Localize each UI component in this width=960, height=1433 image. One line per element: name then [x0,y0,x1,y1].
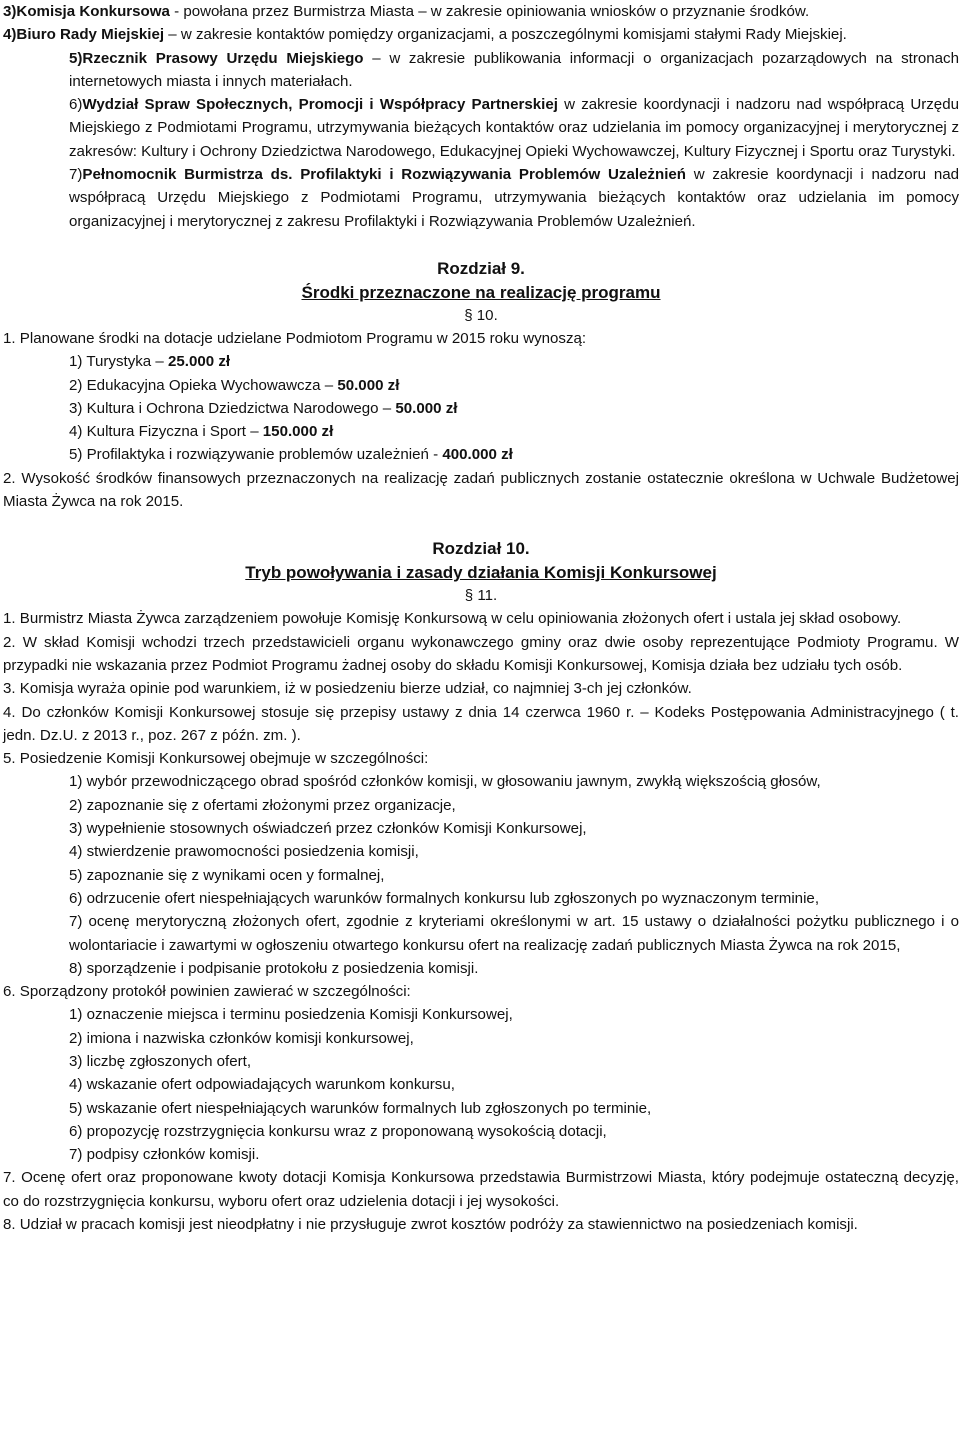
org-item-4 [3,23,959,46]
list-item: 7) podpisy członków komisji. [69,1146,260,1164]
list-item: 1) oznaczenie miejsca i terminu posiedzenia Komisji Konkursowej, [69,1006,513,1024]
chapter-10-item-4: 4. Do członków Komisji Konkursowej stosuje się przepisy ustawy z dnia 14 czerwca 1960 r. – Kodeks Postępowania Administracyjnego ( t. jedn. Dz.U. z 2013 r., poz. 267 z późn. zm. ). [3,703,959,744]
chapter-9-paragraph-sign: § 10. [464,306,498,324]
budget-item-amount: 400.000 zł [442,446,513,464]
list-item: 3) wypełnienie stosownych oświadczeń przez członków Komisji Konkursowej, [69,820,587,838]
list-item: 2) imiona i nazwiska członków komisji konkursowej, [69,1029,414,1047]
list-item: 5) zapoznanie się z wynikami ocen y formalnej, [69,866,385,884]
budget-item-label: 2) Edukacyjna Opieka Wychowawcza – [69,376,338,394]
chapter-10-item-2: 2. W skład Komisji wchodzi trzech przedstawicieli organu wykonawczego gminy oraz dwie osoby reprezentujące Podmioty Programu. W przypadki nie wskazania przez Podmiot Programu żadnej osoby do składu Komisji Konkursowej, Komisja działa bez udziału tych osób. [3,633,959,674]
budget-item [3,374,959,397]
protocol-list [3,1003,959,1166]
org-item-6-text: w zakresie koordynacji i nadzoru nad współpracą Urzędu Miejskiego z Podmiotami Programu, utrzymywania bieżących kontaktów oraz udzielania im pomocy organizacyjnej i merytorycznej z zakresów: Kultury i Ochrony Dziedzictwa Narodowego, Edukacyjnej Opieki Wychowawczej, Kultury Fizycznej i Sportu oraz Turystyki. [69,96,959,160]
chapter-9-title: Środki przeznaczone na realizację programu [301,282,661,302]
list-item: 8) sporządzenie i podpisanie protokołu z posiedzenia komisji. [69,959,479,977]
chapter-10-item-8: 8. Udział w pracach komisji jest nieodpłatny i nie przysługuje zwrot kosztów podróży za stawiennictwo na posiedzeniach komisji. [3,1216,858,1234]
budget-list [3,350,959,466]
chapter-10-heading: Rozdział 10. [432,539,530,559]
chapter-10-item-7: 7. Ocenę ofert oraz proponowane kwoty dotacji Komisja Konkursowa przedstawia Burmistrzowi Miasta, który podejmuje ostateczną decyzję, co do rozstrzygnięcia konkursu, wyboru ofert oraz udzielenia dotacji i jej wysokości. [3,1169,959,1210]
chapter-9-item-2: 2. Wysokość środków finansowych przeznaczonych na realizację zadań publicznych zostanie ostatecznie określona w Uchwale Budżetowej Miasta Żywca na rok 2015. [3,469,959,511]
chapter-9-heading: Rozdział 9. [437,258,525,278]
chapter-10-paragraph-sign: § 11. [464,587,498,605]
list-item: 7) ocenę merytoryczną złożonych ofert, zgodnie z kryteriami określonymi w art. 15 ustawy o działalności pożytku publicznego i o wolontariacie i zawartymi w ogłoszeniu otwartego konkursu ofert na realizację zadań publicznych Miasta Żywca na rok 2015, [69,913,959,954]
budget-item [3,350,959,373]
chapter-10-item-1: 1. Burmistrz Miasta Żywca zarządzeniem powołuje Komisję Konkursową w celu opiniowania złożonych ofert i ustala jej skład osobowy. [3,610,902,628]
budget-item-label: 3) Kultura i Ochrona Dziedzictwa Narodowego – [69,399,396,417]
budget-item-amount: 25.000 zł [167,353,231,371]
list-item: 6) odrzucenie ofert niespełniających warunków formalnych konkursu lub zgłoszonych po wyznaczonym terminie, [69,889,820,907]
budget-item-amount: 50.000 zł [395,399,458,417]
org-item-3-label: 3)Komisja Konkursowa [3,3,170,20]
list-item: 3) liczbę zgłoszonych ofert, [69,1052,252,1070]
budget-item [3,397,959,420]
budget-item-label: 1) Turystyka – [69,353,168,371]
org-item-5-text: – w zakresie publikowania informacji o organizacjach pozarządowych na stronach internetowych miasta i innych materiałach. [69,49,959,90]
budget-item-label: 4) Kultura Fizyczna i Sport – [69,423,263,441]
list-item: 6) propozycję rozstrzygnięcia konkursu wraz z proponowaną wysokością dotacji, [69,1122,607,1140]
org-item-3 [3,0,959,23]
chapter-10-item-3: 3. Komisja wyraża opinie pod warunkiem, iż w posiedzeniu bierze udział, co najmniej 3-ch jej członków. [3,680,692,698]
org-item-5 [3,47,959,94]
org-item-5-label: 5)Rzecznik Prasowy Urzędu Miejskiego [69,49,364,67]
org-item-7-num: 7) [69,166,83,184]
list-item: 5) wskazanie ofert niespełniających warunków formalnych lub zgłoszonych po terminie, [69,1099,652,1117]
budget-item [3,443,959,466]
org-item-6-num: 6) [69,96,83,114]
list-item: 2) zapoznanie się z ofertami złożonymi przez organizacje, [69,796,456,814]
chapter-10-title: Tryb powoływania i zasady działania Komisji Konkursowej [245,563,717,583]
chapter-10-item-5: 5. Posiedzenie Komisji Konkursowej obejmuje w szczególności: [3,750,429,768]
org-item-7-label: Pełnomocnik Burmistrza ds. Profilaktyki i Rozwiązywania Problemów Uzależnień [82,166,687,184]
chapter-9-item-1: 1. Planowane środki na dotacje udzielane Podmiotom Programu w 2015 roku wynoszą: [3,329,587,347]
org-item-6-label: Wydział Spraw Społecznych, Promocji i Współpracy Partnerskiej [82,96,558,114]
budget-item-amount: 150.000 zł [262,423,334,441]
list-item: 4) wskazanie ofert odpowiadających warunkom konkursu, [69,1076,455,1094]
org-item-3-text: - powołana przez Burmistrza Miasta – w zakresie opiniowania wniosków o przyznanie środków. [169,3,810,20]
org-item-4-text: – w zakresie kontaktów pomiędzy organizacjami, a poszczególnymi komisjami stałymi Rady Miejskiej. [164,26,847,44]
org-item-7 [3,163,959,233]
budget-item-amount: 50.000 zł [337,376,400,394]
list-item: 4) stwierdzenie prawomocności posiedzenia komisji, [69,843,419,861]
chapter-10-item-6: 6. Sporządzony protokół powinien zawierać w szczególności: [3,983,411,1001]
budget-item-label: 5) Profilaktyka i rozwiązywanie problemów uzależnień - [69,446,443,464]
session-list [3,770,959,980]
org-item-4-label: 4)Biuro Rady Miejskiej [3,26,165,44]
org-item-6 [3,93,959,163]
org-item-7-text: w zakresie koordynacji i nadzoru nad współpracą Urzędu Miejskiego z Podmiotami Programu, utrzymywania bieżących kontaktów oraz udzielania im pomocy organizacyjnej i merytorycznej z zakresu Profilaktyki i Rozwiązywania Problemów Uzależnień. [69,166,959,230]
list-item: 1) wybór przewodniczącego obrad spośród członków komisji, w głosowaniu jawnym, zwykłą większością głosów, [69,773,821,791]
budget-item [3,420,959,443]
